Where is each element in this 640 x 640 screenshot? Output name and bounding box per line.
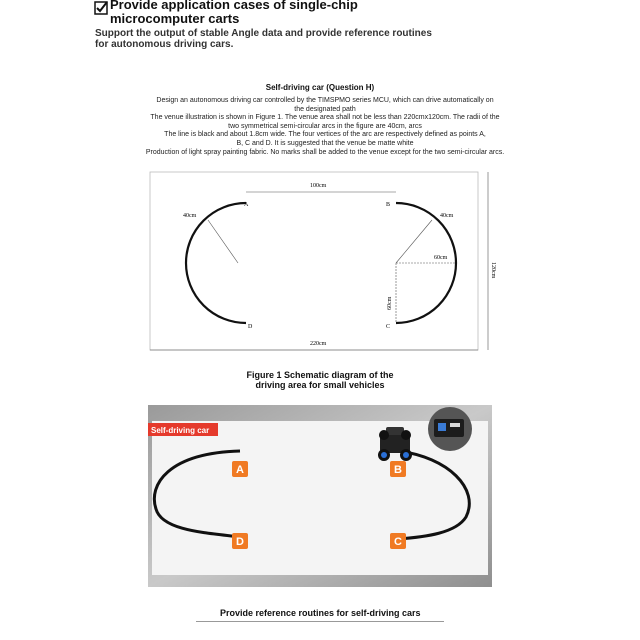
point-a-label: A [244,202,249,208]
inner-h-label: 60cm [434,255,448,261]
right-radius-line [396,220,432,263]
section-description: Design an autonomous driving car controlled by the TIMSPMO series MCU, which can drive automatically on the designated path The venue illustration is shown in Figure 1. The venue area shall not be less than 220cmx120cm. The radii of the two symmetrical semi-circular arcs in the figure are 40cm, arcs The line is black and about 1.8cm wide. The four vertices of the arc are respectively defined as points A, B, C and D. It is suggested that the venue be matte white Production of light spray painting fabric. No marks shall be added to the venue except for the two semi-circular arcs. [145,97,505,156]
footer-underline [196,621,444,622]
point-c-label: C [386,324,391,330]
left-radius-line [208,220,238,263]
track-photo [148,405,492,587]
marker-d-label: D [236,536,244,548]
page-title: Provide application cases of single-chip microcomputer carts [110,0,358,26]
point-d-label: D [248,324,253,330]
left-radius-label: 40cm [183,213,197,219]
page-subtitle: Support the output of stable Angle data and provide reference routines for autonomous driving cars. [95,28,432,50]
right-radius-label: 40cm [440,213,454,219]
tag-label: Self-driving car [151,426,210,435]
point-b-label: B [386,202,391,208]
right-dim-label: 120cm [490,262,496,279]
bottom-dim-label: 220cm [310,341,327,347]
section-title: Self-driving car (Question H) [265,83,375,92]
venue-boundary [150,172,478,350]
circuit-board-icon [428,407,472,451]
inner-v-label: 60cm [387,296,393,310]
marker-b-label: B [394,464,402,476]
figure-caption: Figure 1 Schematic diagram of the driving area for small vehicles [246,370,394,390]
footer-text: Provide reference routines for self-driving cars [220,608,421,618]
marker-c-label: C [394,536,402,548]
left-arc [186,203,246,323]
top-dim-label: 100cm [310,183,327,189]
marker-a-label: A [236,464,244,476]
